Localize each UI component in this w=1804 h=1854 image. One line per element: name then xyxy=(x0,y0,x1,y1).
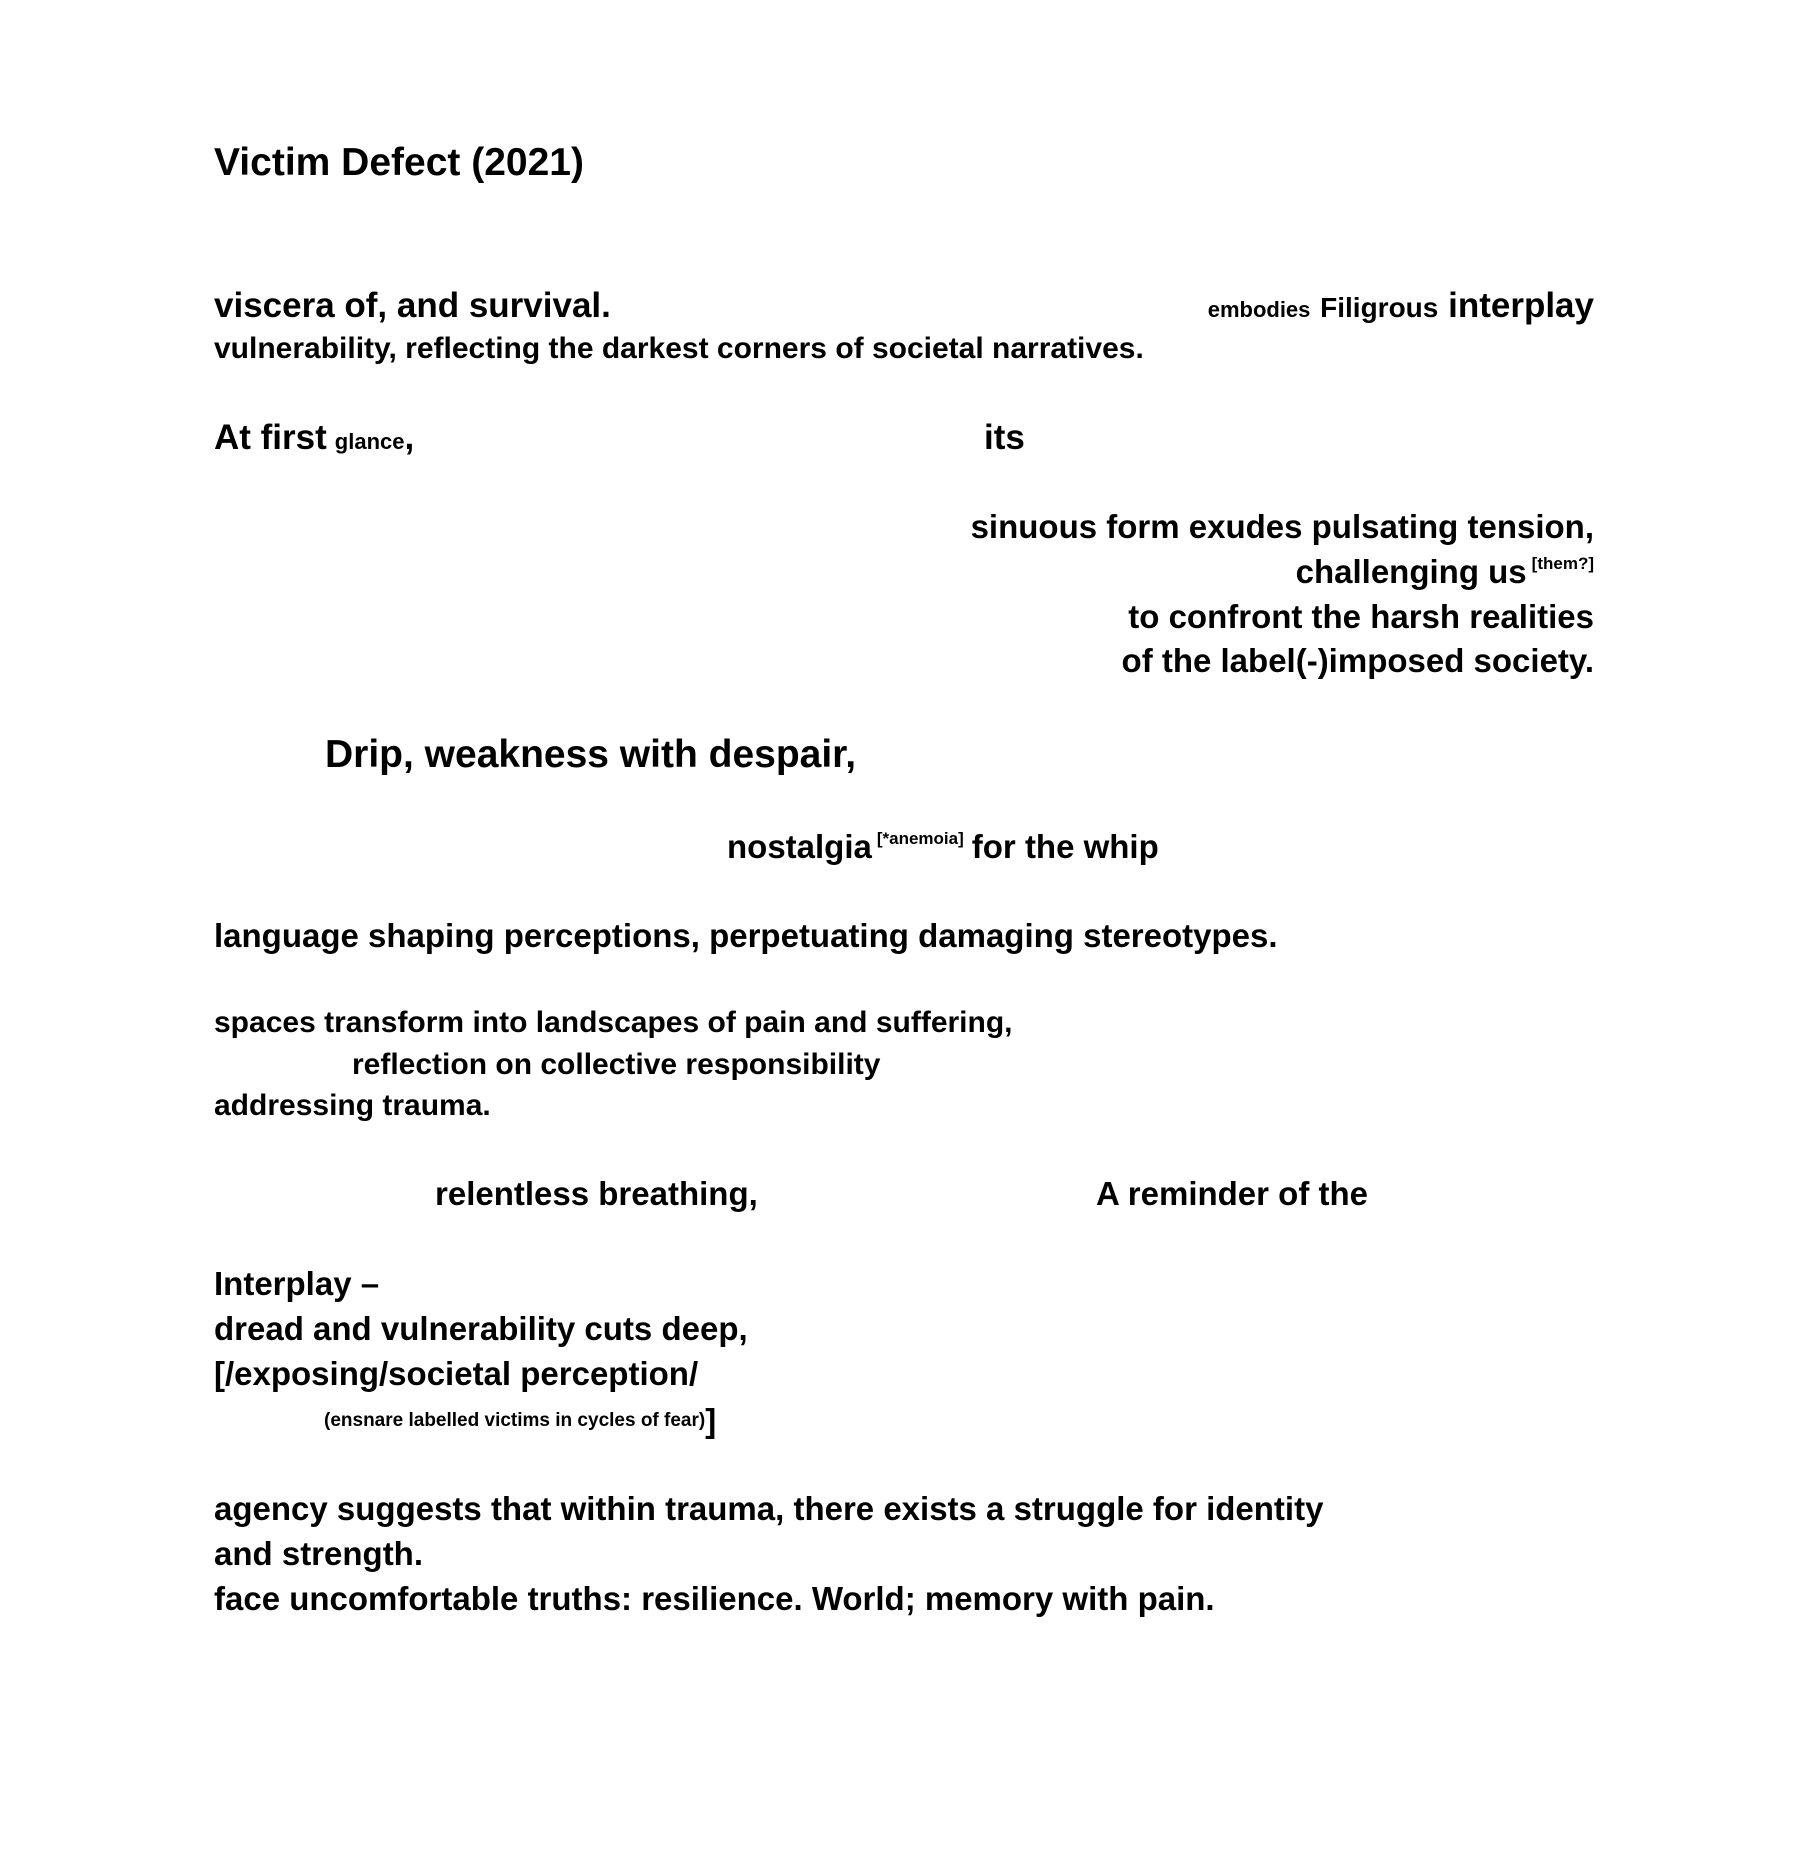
page-title: Victim Defect (2021) xyxy=(214,141,584,184)
word-glance: glance xyxy=(334,429,405,454)
comma: , xyxy=(404,418,415,457)
line-interplay-dash: Interplay – xyxy=(214,1265,380,1302)
line-vulnerability: vulnerability, reflecting the darkest corners of societal narratives. xyxy=(214,332,1144,365)
word-filigrous: Filigrous xyxy=(1320,292,1439,323)
line-relentless-breathing: relentless breathing, xyxy=(435,1175,758,1212)
note-anemoia: [*anemoia] xyxy=(876,829,964,848)
line-at-first-glance xyxy=(214,420,414,455)
line-challenging-us xyxy=(1296,555,1594,588)
words-challenging-us: challenging us xyxy=(1295,553,1527,590)
word-embodies: embodies xyxy=(1207,297,1311,322)
word-its: its xyxy=(984,418,1025,457)
note-them: [them?] xyxy=(1531,554,1594,573)
line-label-imposed: of the label(-)imposed society. xyxy=(1121,642,1594,679)
line-uncomfortable-truths: face uncomfortable truths: resilience. World; memory with pain. xyxy=(214,1580,1215,1617)
line-dread: dread and vulnerability cuts deep, xyxy=(214,1310,748,1347)
line-nostalgia xyxy=(727,830,1159,863)
line-confront: to confront the harsh realities xyxy=(1128,598,1594,635)
line-reminder: A reminder of the xyxy=(1096,1175,1368,1212)
line-exposing: [/exposing/societal perception/ xyxy=(214,1355,699,1392)
words-ensnare: (ensnare labelled victims in cycles of fear) xyxy=(324,1410,706,1431)
words-at-first: At first xyxy=(214,418,327,457)
line-viscera: viscera of, and survival. xyxy=(214,286,611,325)
words-for-the-whip: for the whip xyxy=(971,828,1159,865)
line-embodies-filigrous-interplay xyxy=(1208,288,1594,323)
word-interplay: interplay xyxy=(1448,286,1594,325)
line-agency: agency suggests that within trauma, there exists a struggle for identity xyxy=(214,1490,1324,1527)
line-drip: Drip, weakness with despair, xyxy=(325,733,857,776)
line-spaces-transform: spaces transform into landscapes of pain and suffering, xyxy=(214,1006,1013,1039)
line-language: language shaping perceptions, perpetuating damaging stereotypes. xyxy=(214,917,1278,954)
closing-bracket: ] xyxy=(705,1402,717,1439)
line-strength: and strength. xyxy=(214,1535,424,1572)
word-nostalgia: nostalgia xyxy=(727,828,872,865)
line-reflection: reflection on collective responsibility xyxy=(352,1048,881,1081)
line-sinuous-form: sinuous form exudes pulsating tension, xyxy=(970,508,1594,545)
line-addressing-trauma: addressing trauma. xyxy=(214,1089,491,1122)
line-ensnare xyxy=(324,1398,717,1439)
